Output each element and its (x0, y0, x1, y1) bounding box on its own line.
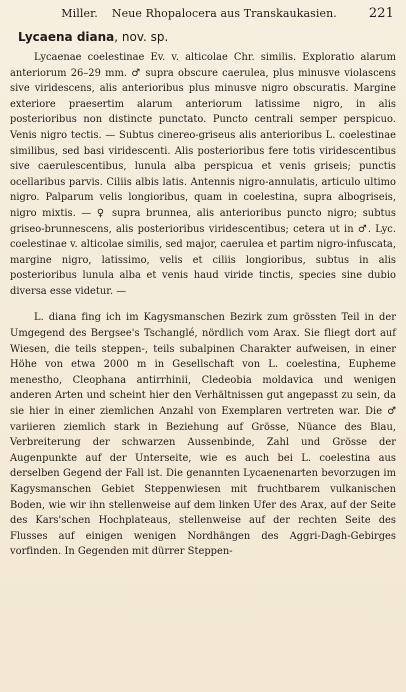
header-title: Neue Rhopalocera aus Transkaukasien. (111, 7, 337, 20)
body-text (10, 50, 396, 560)
latin-description-paragraph: Lycaenae coelestinae Ev. v. alticolae Chr. similis. Exploratio alarum anteriorum 26–29 mm. ♂ supra obscure caerulea, plus minusve violascens sive viridescens, alis anterioribus plus minusve nigro obscuratis. Margine exteriore praesertim alarum anteriorum latissime nigro, in alis posterioribus non distincte punctato. Puncto centrali semper perspicuo. Venis nigro tectis. — Subtus cinereo-griseus alis anterioribus L. coelestinae similibus, sed basi viridescenti. Alis posterioribus fere totis viridescentibus sive caerulescentibus, lunula alba perspicua et venis griseis; punctis ocellaribus parvis. Ciliis albis latis. Antennis nigro-annulatis, articulo ultimo nigro. Palparum velis longioribus, quam in coelestina, supra albogriseis, nigro mixtis. — ♀ supra brunnea, alis anterioribus puncto nigro; subtus griseo-brunnescens, alis posterioribus viridescentibus; cetera ut in ♂. Lyc. coelestinae v. alticolae similis, sed major, caerulea et partim nigro-infuscata, margine nigro, latissimo, velis et ciliis longioribus, subtus in alis posterioribus lunula alba et venis haud viride tinctis, species sine dubio diversa esse videtur. — (10, 51, 396, 297)
running-header (10, 6, 394, 22)
species-suffix: , nov. sp. (114, 29, 169, 44)
species-name: Lycaena diana (18, 29, 115, 44)
german-discussion-paragraph: L. diana fing ich im Kagysmanschen Bezirk zum grössten Teil in der Umgegend des Bergsee's Tschanglé, nördlich vom Arax. Sie fliegt dort auf Wiesen, die teils steppen-, teils subalpinen Charakter aufweisen, in einer Höhe von etwa 2000 m in Gesellschaft von L. coelestina, Eupheme menestho, Cleophana antirrhinii, Cledeobia moldavica und wenigen anderen Arten und scheint hier den Verhältnissen gut angepasst zu sein, da sie hier in einer ziemlichen Anzahl von Exemplaren vertreten war. Die ♂ variieren ziemlich stark in Beziehung auf Grösse, Nüance des Blau, Verbreiterung der schwarzen Aussenbinde, Zahl und Grösse der Augenpunkte auf der Unterseite, wie es auch bei L. coelestina aus derselben Gegend der Fall ist. Die genannten Lycaenenarten bevorzugen im Kagysmanschen Gebiet Steppenwiesen mit fruchtbarem vulkanischen Boden, wie wir ihn stellenweise auf dem linken Ufer des Arax, auf der Seite des Kars'schen Hochplateaus, stellenweise auf der rechten Seite des Flusses auf einigen wenigen Nordhängen des Aggri-Dagh-Gebirges vorfinden. In Gegenden mit dürrer Steppen- (10, 312, 396, 558)
page-number: 221 (368, 6, 394, 21)
species-title (18, 30, 396, 44)
header-author: Miller. (61, 7, 98, 20)
